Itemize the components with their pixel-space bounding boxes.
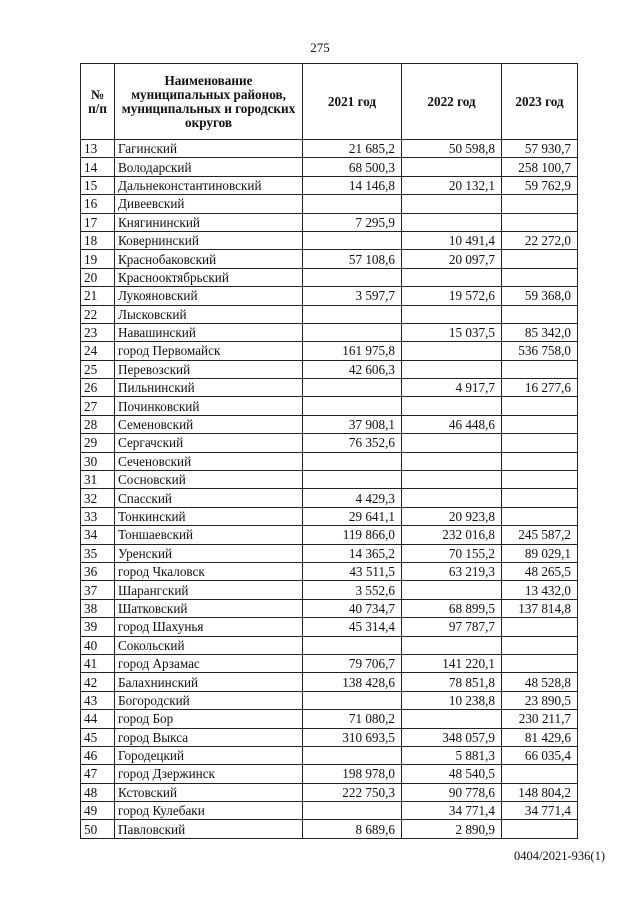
row-number-cell: 13 [81,140,115,158]
value-2023-cell [502,195,578,213]
value-2021-cell [303,305,402,323]
table-row [81,783,578,801]
value-2021-cell [303,471,402,489]
value-2022-cell [402,397,502,415]
table-row [81,526,578,544]
value-2023-cell [502,636,578,654]
row-number-cell: 42 [81,673,115,691]
value-2023-cell: 13 432,0 [502,581,578,599]
value-2023-cell: 48 528,8 [502,673,578,691]
value-2022-cell: 63 219,3 [402,562,502,580]
row-number-cell: 44 [81,710,115,728]
row-number-cell: 49 [81,802,115,820]
value-2023-cell: 258 100,7 [502,158,578,176]
row-number-cell: 17 [81,213,115,231]
row-number-cell: 21 [81,287,115,305]
value-2021-cell: 8 689,6 [303,820,402,838]
district-name-cell: Шатковский [115,599,303,617]
budget-table [80,63,578,839]
table-row [81,507,578,525]
value-2022-cell [402,434,502,452]
value-2022-cell: 34 771,4 [402,802,502,820]
table-row [81,802,578,820]
value-2022-cell: 20 097,7 [402,250,502,268]
value-2022-cell [402,452,502,470]
district-name-cell: Сокольский [115,636,303,654]
value-2021-cell: 14 146,8 [303,176,402,194]
value-2023-cell: 137 814,8 [502,599,578,617]
value-2021-cell: 43 511,5 [303,562,402,580]
value-2023-cell [502,507,578,525]
row-number-cell: 40 [81,636,115,654]
table-row [81,544,578,562]
district-name-cell: Навашинский [115,323,303,341]
district-name-cell: Сосновский [115,471,303,489]
value-2023-cell [502,415,578,433]
table-row [81,489,578,507]
value-2021-cell [303,268,402,286]
value-2022-cell: 97 787,7 [402,618,502,636]
district-name-cell: город Выкса [115,728,303,746]
table-row [81,471,578,489]
row-number-cell: 18 [81,231,115,249]
value-2021-cell [303,691,402,709]
value-2023-cell: 89 029,1 [502,544,578,562]
table-header-row [81,64,578,140]
value-2021-cell [303,802,402,820]
district-name-cell: Дивеевский [115,195,303,213]
value-2023-cell [502,250,578,268]
table-row [81,746,578,764]
value-2022-cell [402,360,502,378]
row-number-cell: 43 [81,691,115,709]
value-2023-cell: 230 211,7 [502,710,578,728]
table-row [81,618,578,636]
district-name-cell: Городецкий [115,746,303,764]
value-2022-cell [402,636,502,654]
value-2023-cell [502,305,578,323]
district-name-cell: город Бор [115,710,303,728]
district-name-cell: Дальнеконстантиновский [115,176,303,194]
value-2023-cell [502,471,578,489]
district-name-cell: Тоншаевский [115,526,303,544]
header-num [81,64,115,140]
value-2023-cell [502,618,578,636]
table-row [81,765,578,783]
row-number-cell: 27 [81,397,115,415]
row-number-cell: 24 [81,342,115,360]
value-2021-cell [303,195,402,213]
row-number-cell: 41 [81,654,115,672]
row-number-cell: 45 [81,728,115,746]
table-row [81,231,578,249]
value-2021-cell: 45 314,4 [303,618,402,636]
district-name-cell: Краснооктябрьский [115,268,303,286]
district-name-cell: Уренский [115,544,303,562]
row-number-cell: 32 [81,489,115,507]
value-2022-cell [402,268,502,286]
value-2022-cell: 90 778,6 [402,783,502,801]
value-2023-cell: 148 804,2 [502,783,578,801]
row-number-cell: 35 [81,544,115,562]
value-2022-cell [402,710,502,728]
row-number-cell: 47 [81,765,115,783]
district-name-cell: Шарангский [115,581,303,599]
value-2021-cell: 71 080,2 [303,710,402,728]
value-2022-cell: 232 016,8 [402,526,502,544]
value-2021-cell: 3 552,6 [303,581,402,599]
value-2023-cell: 22 272,0 [502,231,578,249]
row-number-cell: 36 [81,562,115,580]
value-2022-cell: 46 448,6 [402,415,502,433]
value-2021-cell: 119 866,0 [303,526,402,544]
value-2021-cell: 68 500,3 [303,158,402,176]
table-row [81,213,578,231]
row-number-cell: 30 [81,452,115,470]
district-name-cell: Сеченовский [115,452,303,470]
row-number-cell: 29 [81,434,115,452]
table-row [81,581,578,599]
district-name-cell: Гагинский [115,140,303,158]
value-2023-cell: 81 429,6 [502,728,578,746]
table-row [81,415,578,433]
value-2022-cell: 20 132,1 [402,176,502,194]
value-2021-cell: 29 641,1 [303,507,402,525]
value-2023-cell: 59 762,9 [502,176,578,194]
row-number-cell: 20 [81,268,115,286]
table-row [81,268,578,286]
value-2022-cell [402,471,502,489]
value-2021-cell: 198 978,0 [303,765,402,783]
document-code: 0404/2021-936(1) [514,849,605,863]
row-number-cell: 22 [81,305,115,323]
table-row [81,673,578,691]
value-2023-cell [502,434,578,452]
header-2022: 2022 год [402,64,502,140]
value-2023-cell: 536 758,0 [502,342,578,360]
district-name-cell: город Шахунья [115,618,303,636]
district-name-cell: город Дзержинск [115,765,303,783]
district-name-cell: город Первомайск [115,342,303,360]
value-2021-cell: 42 606,3 [303,360,402,378]
district-name-cell: город Арзамас [115,654,303,672]
district-name-cell: Лукояновский [115,287,303,305]
table-row [81,323,578,341]
value-2023-cell [502,213,578,231]
value-2023-cell: 48 265,5 [502,562,578,580]
value-2022-cell: 19 572,6 [402,287,502,305]
table-row [81,710,578,728]
value-2022-cell: 15 037,5 [402,323,502,341]
row-number-cell: 31 [81,471,115,489]
row-number-cell: 48 [81,783,115,801]
value-2022-cell: 70 155,2 [402,544,502,562]
table-row [81,820,578,838]
row-number-cell: 23 [81,323,115,341]
value-2022-cell: 5 881,3 [402,746,502,764]
value-2021-cell: 7 295,9 [303,213,402,231]
district-name-cell: город Чкаловск [115,562,303,580]
row-number-cell: 15 [81,176,115,194]
table-row [81,176,578,194]
value-2023-cell: 57 930,7 [502,140,578,158]
value-2021-cell [303,231,402,249]
district-name-cell: Сергачский [115,434,303,452]
table-row [81,397,578,415]
value-2022-cell: 348 057,9 [402,728,502,746]
value-2022-cell: 20 923,8 [402,507,502,525]
district-name-cell: Володарский [115,158,303,176]
value-2023-cell [502,654,578,672]
value-2022-cell: 2 890,9 [402,820,502,838]
district-name-cell: Краснобаковский [115,250,303,268]
value-2021-cell: 21 685,2 [303,140,402,158]
district-name-cell: Павловский [115,820,303,838]
table-row [81,599,578,617]
row-number-cell: 19 [81,250,115,268]
value-2022-cell: 50 598,8 [402,140,502,158]
table-row [81,636,578,654]
value-2021-cell: 79 706,7 [303,654,402,672]
value-2022-cell [402,213,502,231]
value-2023-cell: 59 368,0 [502,287,578,305]
table-row [81,140,578,158]
value-2023-cell [502,820,578,838]
table-row [81,379,578,397]
table-row [81,250,578,268]
value-2023-cell [502,489,578,507]
value-2022-cell: 10 238,8 [402,691,502,709]
header-2023: 2023 год [502,64,578,140]
table-row [81,287,578,305]
value-2023-cell: 85 342,0 [502,323,578,341]
value-2023-cell: 66 035,4 [502,746,578,764]
value-2021-cell [303,379,402,397]
value-2022-cell [402,489,502,507]
page-number: 275 [310,40,330,55]
table-row [81,452,578,470]
table-row [81,305,578,323]
district-name-cell: Лысковский [115,305,303,323]
header-name-label: Наименование муниципальных районов, муниципальных и городских округов [121,72,296,130]
value-2022-cell: 78 851,8 [402,673,502,691]
value-2023-cell: 23 890,5 [502,691,578,709]
value-2021-cell: 57 108,6 [303,250,402,268]
table-row [81,158,578,176]
district-name-cell: Перевозский [115,360,303,378]
value-2022-cell [402,342,502,360]
value-2023-cell [502,765,578,783]
value-2021-cell: 222 750,3 [303,783,402,801]
value-2022-cell: 48 540,5 [402,765,502,783]
value-2023-cell: 245 587,2 [502,526,578,544]
value-2021-cell: 138 428,6 [303,673,402,691]
value-2021-cell: 161 975,8 [303,342,402,360]
table-row [81,195,578,213]
district-name-cell: Семеновский [115,415,303,433]
value-2021-cell: 4 429,3 [303,489,402,507]
header-2021: 2021 год [303,64,402,140]
district-name-cell: Починковский [115,397,303,415]
row-number-cell: 16 [81,195,115,213]
row-number-cell: 37 [81,581,115,599]
row-number-cell: 34 [81,526,115,544]
value-2023-cell [502,360,578,378]
value-2021-cell [303,636,402,654]
header-num-label: № п/п [88,86,107,116]
value-2021-cell [303,397,402,415]
value-2022-cell [402,581,502,599]
district-name-cell: Княгининский [115,213,303,231]
header-name [115,64,303,140]
value-2023-cell: 34 771,4 [502,802,578,820]
table-row [81,434,578,452]
value-2021-cell: 76 352,6 [303,434,402,452]
row-number-cell: 25 [81,360,115,378]
value-2022-cell: 4 917,7 [402,379,502,397]
value-2022-cell: 10 491,4 [402,231,502,249]
table-row [81,691,578,709]
value-2022-cell: 68 899,5 [402,599,502,617]
table-row [81,360,578,378]
value-2023-cell [502,452,578,470]
value-2021-cell: 310 693,5 [303,728,402,746]
district-name-cell: Кстовский [115,783,303,801]
row-number-cell: 28 [81,415,115,433]
district-name-cell: Богородский [115,691,303,709]
table-row [81,654,578,672]
value-2022-cell: 141 220,1 [402,654,502,672]
value-2021-cell: 3 597,7 [303,287,402,305]
value-2021-cell: 37 908,1 [303,415,402,433]
value-2021-cell: 40 734,7 [303,599,402,617]
district-name-cell: Пильнинский [115,379,303,397]
value-2021-cell [303,746,402,764]
row-number-cell: 26 [81,379,115,397]
row-number-cell: 33 [81,507,115,525]
value-2021-cell: 14 365,2 [303,544,402,562]
value-2021-cell [303,452,402,470]
value-2021-cell [303,323,402,341]
value-2023-cell [502,397,578,415]
table-row [81,562,578,580]
table-row [81,728,578,746]
value-2023-cell: 16 277,6 [502,379,578,397]
row-number-cell: 50 [81,820,115,838]
district-name-cell: Балахнинский [115,673,303,691]
row-number-cell: 38 [81,599,115,617]
district-name-cell: Тонкинский [115,507,303,525]
row-number-cell: 14 [81,158,115,176]
value-2023-cell [502,268,578,286]
district-name-cell: Ковернинский [115,231,303,249]
row-number-cell: 46 [81,746,115,764]
value-2022-cell [402,158,502,176]
value-2022-cell [402,305,502,323]
district-name-cell: Спасский [115,489,303,507]
value-2022-cell [402,195,502,213]
row-number-cell: 39 [81,618,115,636]
table-body [81,140,578,839]
table-row [81,342,578,360]
district-name-cell: город Кулебаки [115,802,303,820]
